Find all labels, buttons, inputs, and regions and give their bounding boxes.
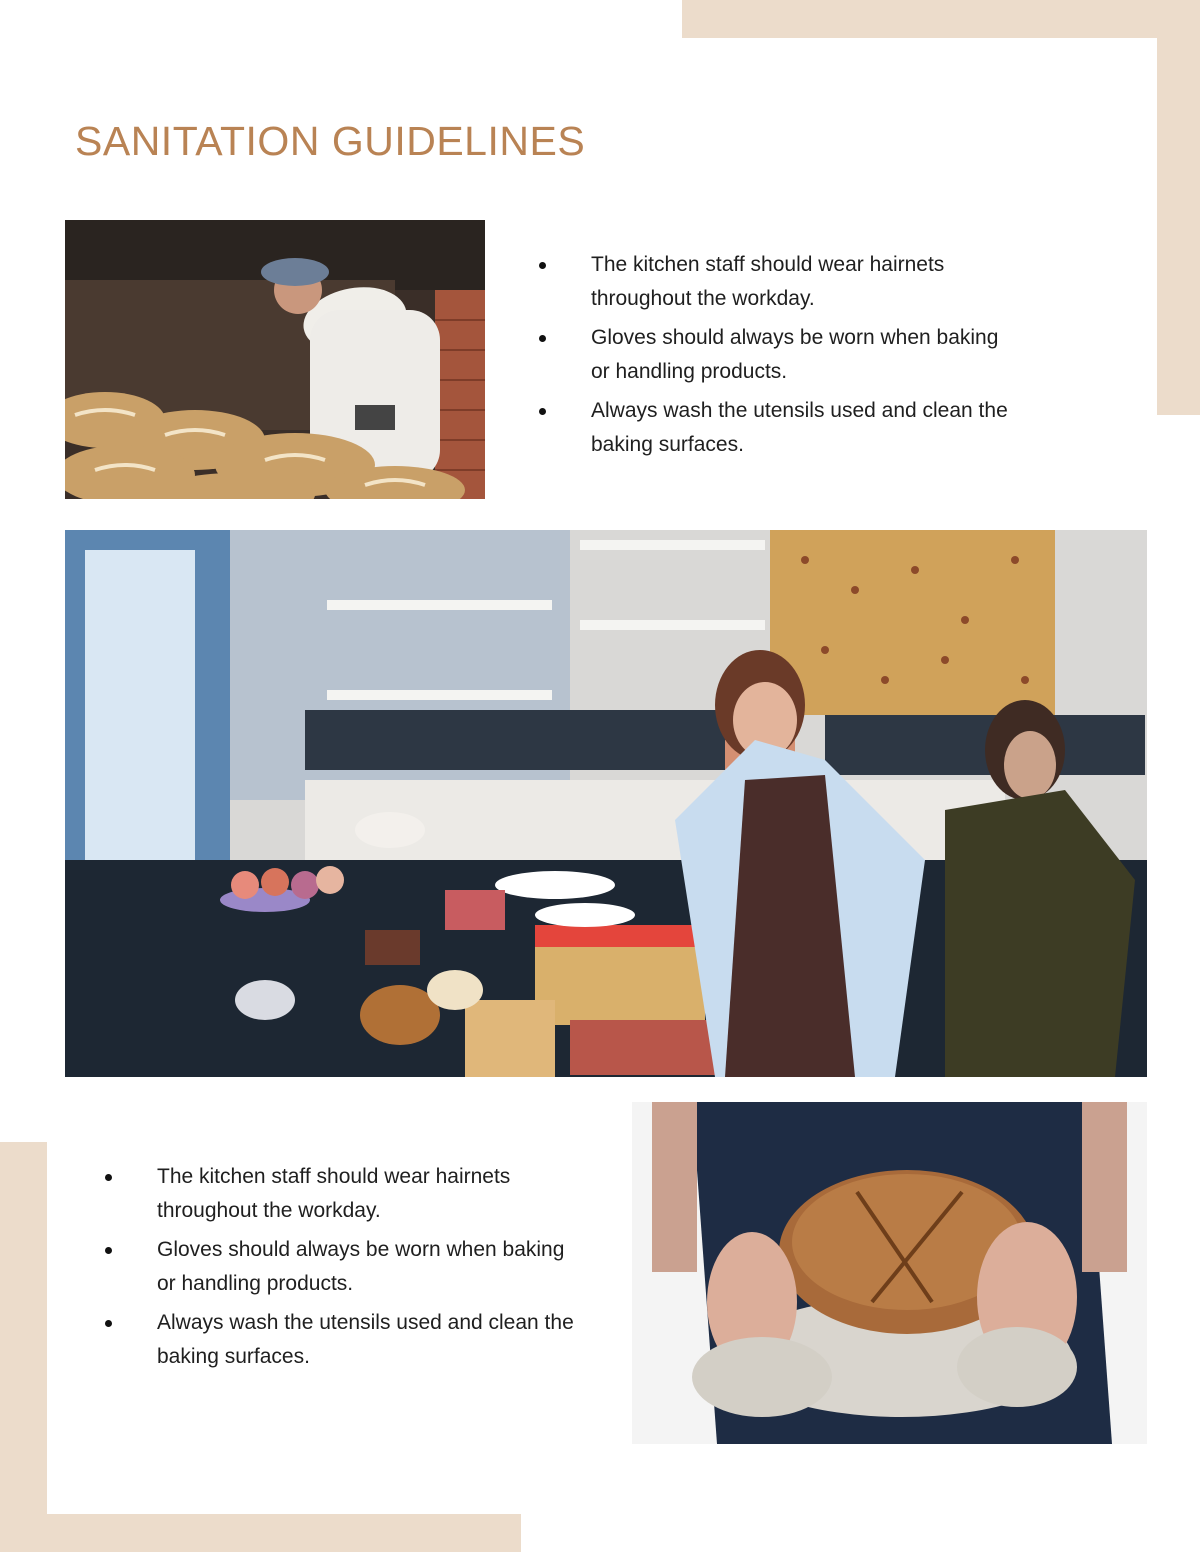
list-item-text: The kitchen staff should wear hairnets throughout the workday. xyxy=(157,1165,511,1222)
bakery-counter-photo xyxy=(65,530,1147,1077)
list-item xyxy=(105,1160,575,1228)
bullet-icon xyxy=(539,262,546,269)
page-title: SANITATION GUIDELINES xyxy=(75,118,586,164)
decorative-accent-top xyxy=(682,0,1200,38)
bullet-icon xyxy=(105,1247,112,1254)
list-item-text: Gloves should always be worn when baking or handling products. xyxy=(157,1238,565,1295)
bullet-icon xyxy=(539,335,546,342)
list-item xyxy=(539,321,1009,389)
list-item-text: The kitchen staff should wear hairnets throughout the workday. xyxy=(591,253,945,310)
list-item xyxy=(105,1233,575,1301)
list-item-text: Always wash the utensils used and clean the baking surfaces. xyxy=(157,1311,574,1368)
bullet-icon xyxy=(105,1174,112,1181)
decorative-accent-right xyxy=(1157,0,1200,415)
hands-holding-bread-photo xyxy=(632,1102,1147,1444)
list-item-text: Always wash the utensils used and clean the baking surfaces. xyxy=(591,399,1008,456)
baker-at-oven-photo xyxy=(65,220,485,499)
bullet-icon xyxy=(539,408,546,415)
bullet-list-top xyxy=(539,248,1009,467)
list-item xyxy=(105,1306,575,1374)
bullet-list-bottom xyxy=(105,1160,575,1379)
list-item xyxy=(539,394,1009,462)
list-item-text: Gloves should always be worn when baking or handling products. xyxy=(591,326,999,383)
bullet-icon xyxy=(105,1320,112,1327)
decorative-accent-bottom xyxy=(0,1514,521,1552)
list-item xyxy=(539,248,1009,316)
decorative-accent-left xyxy=(0,1142,47,1552)
